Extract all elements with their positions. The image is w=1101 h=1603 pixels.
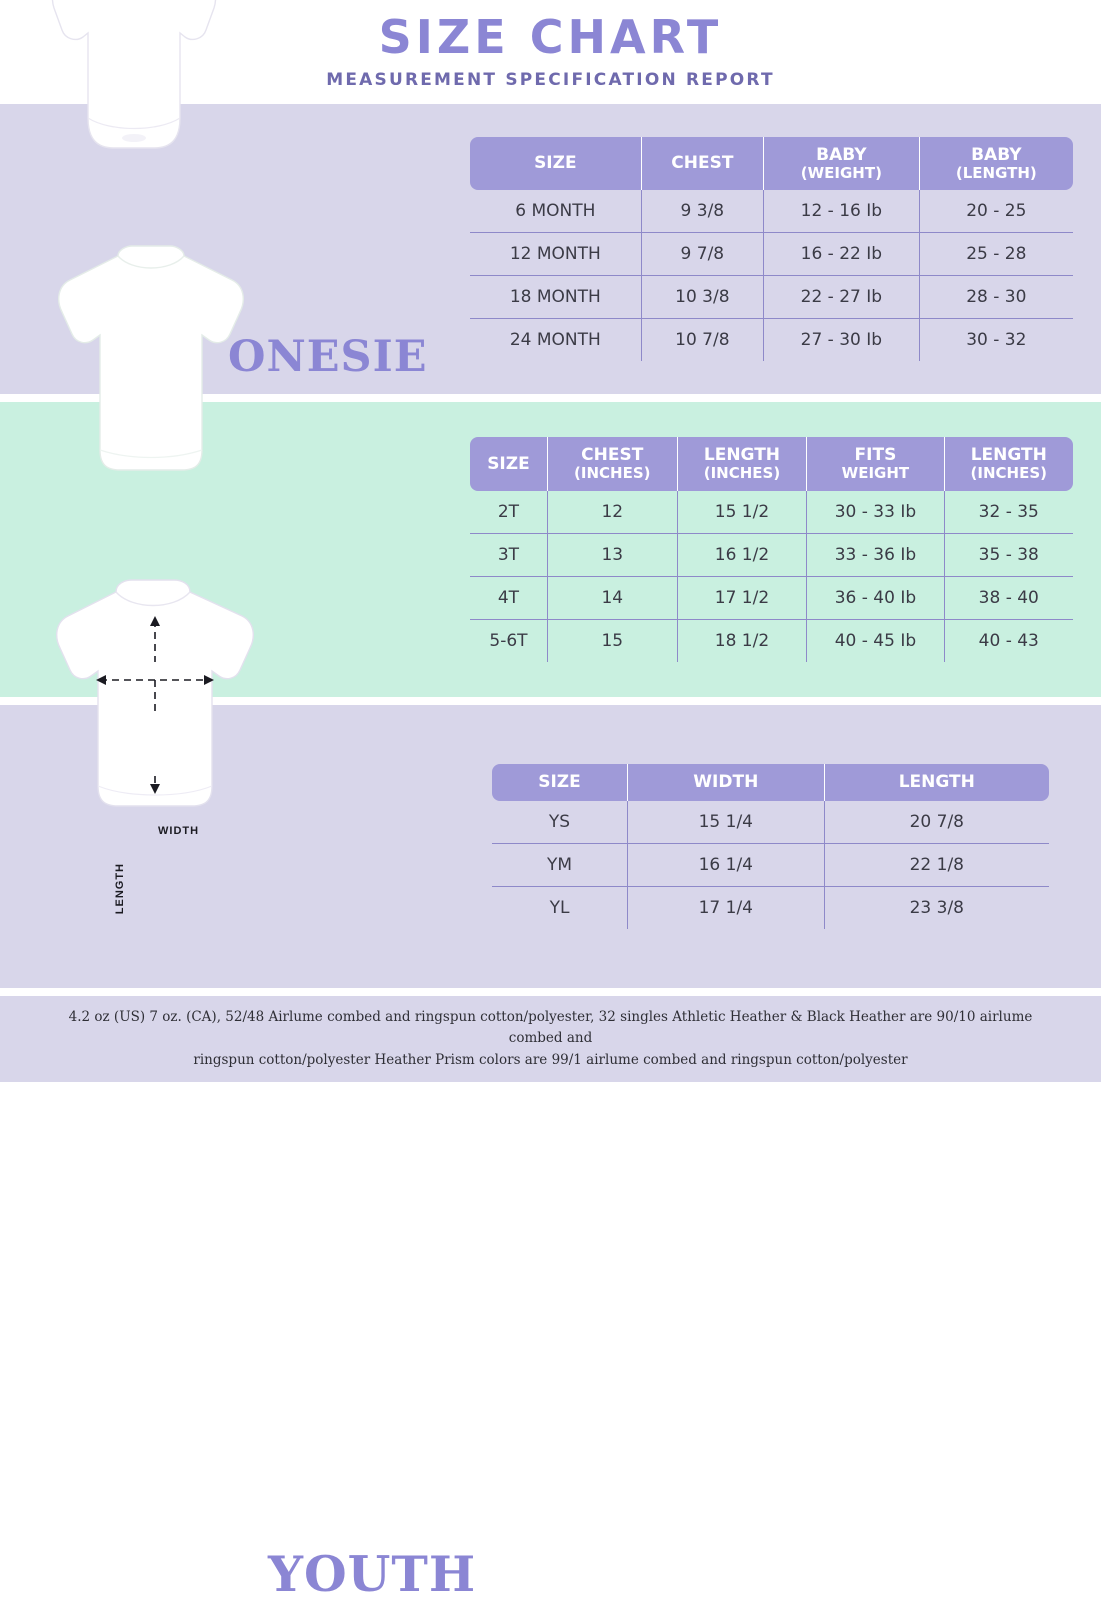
cell-chest: 10 7/8 [641, 319, 763, 362]
baby-onesie-icon [34, 0, 234, 202]
table-row [470, 491, 1073, 534]
col-baby-length: BABY (LENGTH) [919, 137, 1073, 190]
table-row [470, 533, 1073, 576]
cell-weight: 33 - 36 Ib [807, 533, 944, 576]
youth-length-label: LENGTH [114, 863, 126, 915]
cell-chest: 13 [547, 533, 677, 576]
col-size: SIZE [470, 437, 547, 490]
cell-length: 25 - 28 [919, 233, 1073, 276]
col-length: LENGTH [824, 764, 1049, 801]
cell-length: 22 1/8 [824, 843, 1049, 886]
section-label-youth: YOUTH [268, 1545, 477, 1603]
cell-size: 12 MONTH [470, 233, 641, 276]
cell-width: 17 1/4 [628, 886, 825, 929]
cell-length: 18 1/2 [677, 619, 807, 662]
cell-size: YS [492, 801, 628, 844]
cell-length: 23 3/8 [909, 897, 964, 918]
youth-table-wrap [470, 764, 1101, 929]
table-header-row [492, 764, 1049, 801]
col-size: SIZE [492, 764, 628, 801]
table-row [470, 576, 1073, 619]
table-header-row [470, 437, 1073, 490]
cell-size: 24 MONTH [470, 319, 641, 362]
onesie-size-table [470, 137, 1073, 361]
col-width: WIDTH [628, 764, 825, 801]
page-title: SIZE CHART [378, 10, 723, 64]
youth-size-table [492, 764, 1049, 929]
cell-weight: 12 - 16 Ib [764, 190, 920, 233]
cell-size: 3T [470, 533, 547, 576]
cell-chest: 9 3/8 [641, 190, 763, 233]
col-length: LENGTH (INCHES) [677, 437, 807, 490]
col-fits-weight: FITS WEIGHT [807, 437, 944, 490]
table-row [492, 843, 1049, 886]
cell-length: 20 7/8 [824, 801, 1049, 844]
cell-length-2: 35 - 38 [944, 533, 1073, 576]
footer-line-1: 4.2 oz (US) 7 oz. (CA), 52/48 Airlume combed and ringspun cotton/polyester, 32 singles Athletic Heather & Black Heather are 90/10 airlume combed and [68, 1008, 1033, 1047]
cell-chest: 10 3/8 [641, 276, 763, 319]
cell-weight: 16 - 22 Ib [764, 233, 920, 276]
footer-text [48, 1007, 1053, 1072]
table-header-row [470, 137, 1073, 190]
page-subtitle: MEASUREMENT SPECIFICATION REPORT [326, 70, 775, 90]
onesie-table-wrap [470, 137, 1101, 361]
cell-length: 30 - 32 [966, 330, 1027, 351]
cell-length: 16 1/2 [677, 533, 807, 576]
table-row [470, 190, 1073, 233]
cell-weight: 40 - 45 Ib [807, 619, 944, 662]
cell-width: 16 1/4 [628, 843, 825, 886]
cell-length: 28 - 30 [919, 276, 1073, 319]
cell-size: YL [492, 886, 628, 929]
cell-length: 15 1/2 [677, 491, 807, 534]
col-chest: CHEST [641, 137, 763, 190]
cell-size: 18 MONTH [470, 276, 641, 319]
cell-width: 15 1/4 [628, 801, 825, 844]
toddler-table-wrap [470, 437, 1101, 661]
col-chest: CHEST (INCHES) [547, 437, 677, 490]
table-row [470, 619, 1073, 662]
cell-size: 4T [470, 576, 547, 619]
youth-illustration-area [0, 705, 477, 1603]
table-row [470, 276, 1073, 319]
cell-length-2: 32 - 35 [944, 491, 1073, 534]
cell-length: 17 1/2 [677, 576, 807, 619]
toddler-tshirt-icon [46, 242, 256, 492]
table-row [470, 319, 1073, 362]
cell-size: YM [492, 843, 628, 886]
cell-weight: 27 - 30 Ib [764, 319, 920, 362]
col-size: SIZE [470, 137, 641, 190]
cell-length: 20 - 25 [919, 190, 1073, 233]
col-baby-weight: BABY (WEIGHT) [764, 137, 920, 190]
table-row [492, 801, 1049, 844]
cell-size: 2T [470, 491, 547, 534]
youth-tshirt-icon [28, 572, 278, 822]
cell-weight: 22 - 27 Ib [764, 276, 920, 319]
cell-size: 6 MONTH [470, 190, 641, 233]
cell-chest: 15 [547, 619, 677, 662]
toddler-size-table [470, 437, 1073, 661]
cell-weight: 36 - 40 Ib [807, 576, 944, 619]
cell-size: 5-6T [470, 619, 547, 662]
table-row [470, 233, 1073, 276]
section-label-onesie: ONESIE [228, 332, 428, 382]
table-row [492, 886, 1049, 929]
cell-length-2: 40 - 43 [978, 630, 1039, 651]
youth-width-label: WIDTH [158, 825, 200, 837]
cell-chest: 12 [547, 491, 677, 534]
cell-weight: 30 - 33 Ib [807, 491, 944, 534]
cell-chest: 14 [547, 576, 677, 619]
cell-length-2: 38 - 40 [944, 576, 1073, 619]
col-length-2: LENGTH (INCHES) [944, 437, 1073, 490]
cell-chest: 9 7/8 [641, 233, 763, 276]
footer [0, 996, 1101, 1082]
footer-line-2: ringspun cotton/polyester Heather Prism colors are 99/1 airlume combed and ringspun cotton/polyester [193, 1051, 908, 1068]
